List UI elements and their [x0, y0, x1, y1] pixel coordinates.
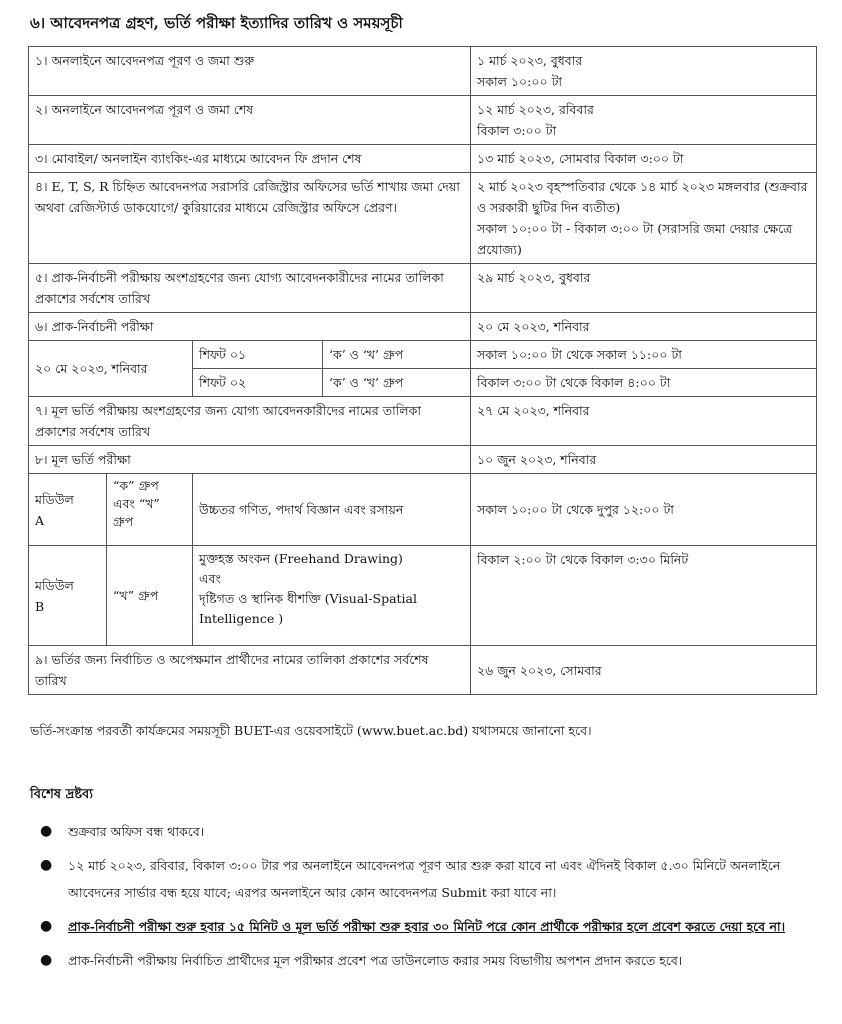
date-cell — [471, 47, 817, 96]
module-label: মডিউল — [35, 491, 74, 507]
module-time-cell: বিকাল ২:০০ টা থেকে বিকাল ৩:৩০ মিনিট — [471, 546, 817, 646]
task-cell: ২। অনলাইনে আবেদনপত্র পূরণ ও জমা শেষ — [29, 96, 471, 145]
shift-date-cell: ২০ মে ২০২৩, শনিবার — [29, 341, 193, 397]
shift-time-cell: সকাল ১০:০০ টা থেকে সকাল ১১:০০ টা — [471, 341, 817, 369]
list-item — [30, 913, 820, 940]
task-cell: ৮। মূল ভর্তি পরীক্ষা — [29, 446, 471, 474]
group-line: গ্রুপ — [113, 514, 134, 529]
table-row — [29, 646, 817, 695]
date-cell: ১৩ মার্চ ২০২৩, সোমবার বিকাল ৩:০০ টা — [471, 145, 817, 173]
section-heading: ৬। আবেদনপত্র গ্রহণ, ভর্তি পরীক্ষা ইত্যাদির তারিখ ও সময়সূচী — [30, 14, 403, 32]
notes-list — [30, 818, 820, 981]
list-item — [30, 852, 820, 906]
task-cell: ৫। প্রাক-নির্বাচনী পরীক্ষায় অংশগ্রহণের জন্য যোগ্য আবেদনকারীদের নামের তালিকা প্রকাশের সর্বশেষ তারিখ — [29, 264, 471, 313]
subjects-cell — [193, 546, 471, 646]
date-cell: ২৬ জুন ২০২৩, সোমবার — [471, 646, 817, 695]
bullet-text: শুক্রবার অফিস বন্ধ থাকবে। — [68, 824, 205, 839]
shift-group-cell: ‘ক’ ও ‘খ’ গ্রুপ — [323, 341, 471, 369]
date-cell — [471, 173, 817, 264]
special-note-title: বিশেষ দ্রষ্টব্য — [30, 787, 94, 802]
table-row — [29, 96, 817, 145]
bullet-icon: ● — [40, 918, 53, 934]
table-row — [29, 145, 817, 173]
schedule-table — [28, 46, 817, 695]
bullet-text: ১২ মার্চ ২০২৩, রবিবার, বিকাল ৩:০০ টার পর অনলাইনে আবেদনপত্র পূরণ আর শুরু করা যাবে না এবং ঐদিনই বিকাল ৫.৩০ মিনিটে অনলাইনে আবেদনের সার্ভার বন্ধ হয়ে যাবে; এরপর অনলাইনে আর কোন আবেদনপত্র Submit করা যাবে না। — [68, 858, 781, 900]
table-row — [29, 264, 817, 313]
table-row — [29, 47, 817, 96]
module-letter: B — [35, 598, 45, 614]
bullet-icon: ● — [40, 857, 53, 873]
task-cell: ৬। প্রাক-নির্বাচনী পরীক্ষা — [29, 313, 471, 341]
date-cell — [471, 96, 817, 145]
date-text: ২ মার্চ ২০২৩ বৃহস্পতিবার থেকে ১৪ মার্চ ২০২৩ মঙ্গলবার (শুক্রবার ও সরকারী ছুটির দিন ব্যতীত) — [477, 179, 808, 215]
date-cell: ২৯ মার্চ ২০২৩, বুধবার — [471, 264, 817, 313]
table-row — [29, 546, 817, 646]
module-time-cell: সকাল ১০:০০ টা থেকে দুপুর ১২:০০ টা — [471, 474, 817, 546]
list-item — [30, 818, 820, 845]
subject-line: মুক্তহস্ত অংকন (Freehand Drawing) — [199, 551, 403, 566]
website-note: ভর্তি-সংক্রান্ত পরবর্তী কার্যক্রমের সময়সূচী BUET-এর ওয়েবসাইটে (www.buet.ac.bd) যথাসময়ে জানানো হবে। — [30, 723, 592, 738]
task-cell: ৩। মোবাইল/ অনলাইন ব্যাংকিং-এর মাধ্যমে আবেদন ফি প্রদান শেষ — [29, 145, 471, 173]
date-text: ১ মার্চ ২০২৩, বুধবার — [477, 53, 583, 68]
task-cell: ১। অনলাইনে আবেদনপত্র পূরণ ও জমা শুরু — [29, 47, 471, 96]
module-letter: A — [35, 512, 45, 528]
shift-name-cell: শিফট ০২ — [193, 369, 323, 397]
table-row — [29, 446, 817, 474]
list-item — [30, 947, 820, 974]
table-row — [29, 341, 817, 369]
shift-time-cell: বিকাল ৩:০০ টা থেকে বিকাল ৪:০০ টা — [471, 369, 817, 397]
time-text: সকাল ১০:০০ টা — [477, 74, 563, 89]
group-line: “ক” গ্রুপ — [113, 478, 159, 493]
task-cell: ৪। E, T, S, R চিহ্নিত আবেদনপত্র সরাসরি রেজিস্ট্রার অফিসের ভর্তি শাখায় জমা দেয়া অথবা রেজিস্টার্ড ডাকযোগে/ কুরিয়ারের মাধ্যমে রেজিস্ট্রার অফিসে প্রেরণ। — [29, 173, 471, 264]
module-label: মডিউল — [35, 577, 74, 593]
subjects-cell: উচ্চতর গণিত, পদার্থ বিজ্ঞান এবং রসায়ন — [193, 474, 471, 546]
group-line: এবং “খ” — [113, 496, 160, 511]
group-cell — [107, 474, 193, 546]
shift-group-cell: ‘ক’ ও ‘খ’ গ্রুপ — [323, 369, 471, 397]
table-row — [29, 173, 817, 264]
bullet-text: প্রাক-নির্বাচনী পরীক্ষা শুরু হবার ১৫ মিনিট ও মূল ভর্তি পরীক্ষা শুরু হবার ৩০ মিনিট পরে কোন প্রার্থীকে পরীক্ষার হলে প্রবেশ করতে দেয়া হবে না। — [68, 919, 786, 934]
date-text: ১২ মার্চ ২০২৩, রবিবার — [477, 102, 594, 117]
bullet-icon: ● — [40, 952, 53, 968]
subject-line: এবং — [199, 571, 221, 586]
bullet-icon: ● — [40, 823, 53, 839]
table-row — [29, 474, 817, 546]
task-cell: ৯। ভর্তির জন্য নির্বাচিত ও অপেক্ষমান প্রার্থীদের নামের তালিকা প্রকাশের সর্বশেষ তারিখ — [29, 646, 471, 695]
date-cell: ২৭ মে ২০২৩, শনিবার — [471, 397, 817, 446]
table-row — [29, 313, 817, 341]
shift-name-cell: শিফট ০১ — [193, 341, 323, 369]
group-cell: “খ” গ্রুপ — [107, 546, 193, 646]
module-cell — [29, 546, 107, 646]
date-cell: ২০ মে ২০২৩, শনিবার — [471, 313, 817, 341]
module-cell — [29, 474, 107, 546]
date-cell: ১০ জুন ২০২৩, শনিবার — [471, 446, 817, 474]
time-text: সকাল ১০:০০ টা - বিকাল ৩:০০ টা (সরাসরি জমা দেয়ার ক্ষেত্রে প্রযোজ্য) — [477, 221, 793, 257]
time-text: বিকাল ৩:০০ টা — [477, 123, 557, 138]
task-cell: ৭। মূল ভর্তি পরীক্ষায় অংশগ্রহণের জন্য যোগ্য আবেদনকারীদের নামের তালিকা প্রকাশের সর্বশেষ তারিখ — [29, 397, 471, 446]
bullet-text: প্রাক-নির্বাচনী পরীক্ষায় নির্বাচিত প্রার্থীদের মূল পরীক্ষার প্রবেশ পত্র ডাউনলোড করার সময় বিভাগীয় অপশন প্রদান করতে হবে। — [68, 953, 683, 968]
subject-line: দৃষ্টিগত ও স্থানিক ধীশক্তি (Visual-Spatial Intelligence ) — [199, 591, 417, 626]
table-row — [29, 397, 817, 446]
